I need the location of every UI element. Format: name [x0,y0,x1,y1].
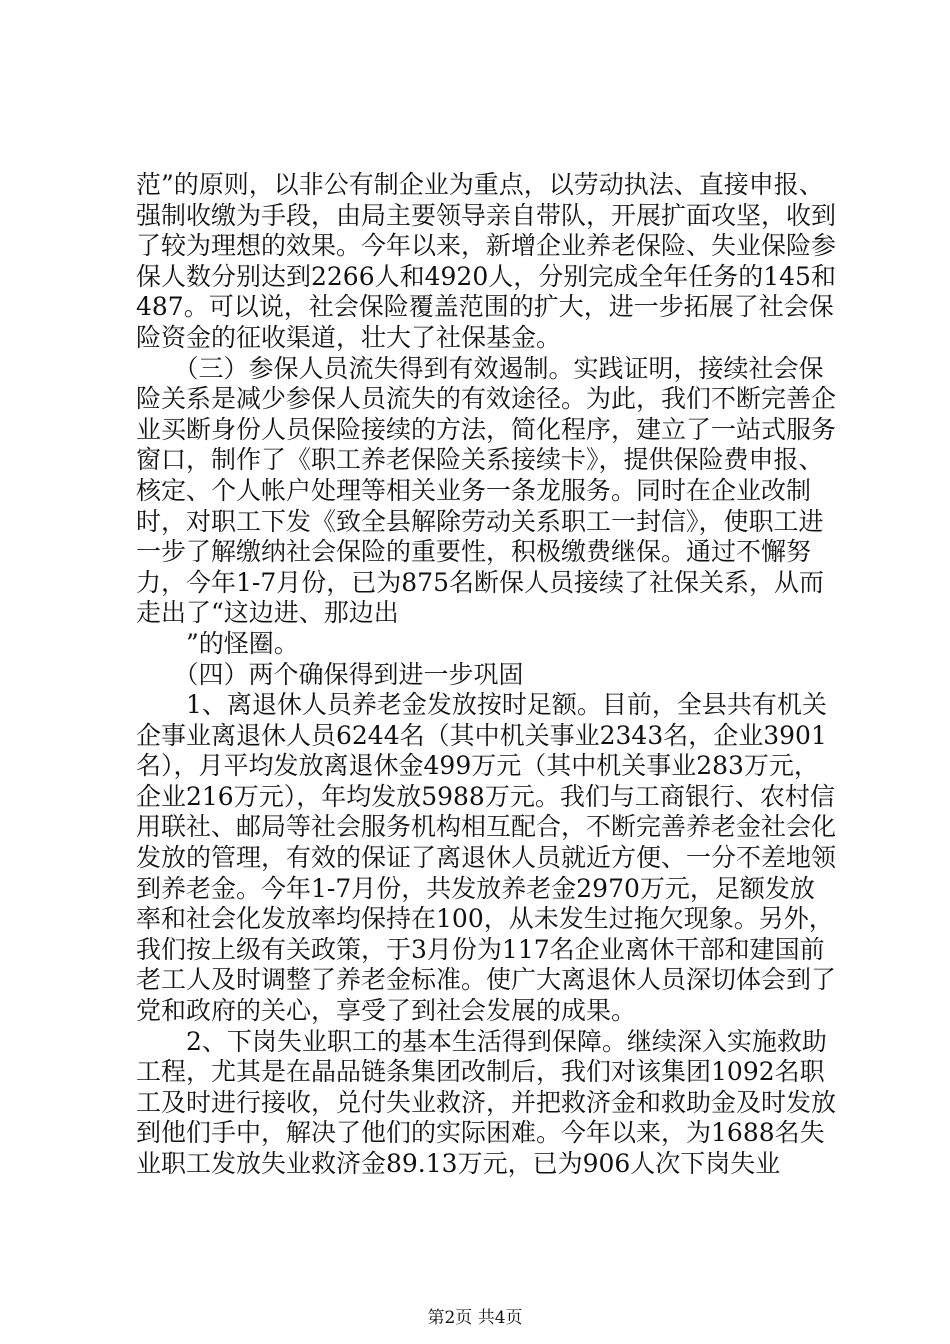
paragraph-2: （三）参保人员流失得到有效遏制。实践证明，接续社会保险关系是减少参保人员流失的有效途径。为此，我们不断完善企业买断身份人员保险接续的方法，简化程序，建立了一站式服务窗口，制作了《职工养老保险关系接续卡》，提供保险费申报、核定、个人帐户处理等相关业务一条龙服务。同时在企业改制时，对职工下发《致全县解除劳动关系职工一封信》，使职工进一步了解缴纳社会保险的重要性，积极缴费继保。通过不懈努力，今年1-7月份，已为875名断保人员接续了社保关系，从而走出了“这边进、那边出 [136,353,837,628]
paragraph-1: 范”的原则，以非公有制企业为重点，以劳动执法、直接申报、强制收缴为手段，由局主要领导亲自带队，开展扩面攻坚，收到了较为理想的效果。今年以来，新增企业养老保险、失业保险参保人数分别达到2266人和4920人，分别完成全年任务的145和487。可以说，社会保险覆盖范围的扩大，进一步拓展了社会保险资金的征收渠道，壮大了社保基金。 [136,170,837,352]
page-number-footer: 第2页 共4页 [427,1308,523,1328]
paragraph-6: 2、下岗失业职工的基本生活得到保障。继续深入实施救助工程，尤其是在晶品链条集团改制后，我们对该集团1092名职工及时进行接收，兑付失业救济，并把救济金和救助金及时发放到他们手中，解决了他们的实际困难。今年以来，为1688名失业职工发放失业救济金89.13万元，已为906人次下岗失业 [136,1026,837,1178]
paragraph-4: （四）两个确保得到进一步巩固 [136,659,524,689]
paragraph-3: ”的怪圈。 [136,628,299,658]
document-body [136,170,836,1180]
paragraph-5: 1、离退休人员养老金发放按时足额。目前，全县共有机关企事业离退休人员6244名（其中机关事业2343名，企业3901名），月平均发放离退休金499万元（其中机关事业283万元，企业216万元），年均发放5988万元。我们与工商银行、农村信用联社、邮局等社会服务机构相互配合，不断完善养老金社会化发放的管理，有效的保证了离退休人员就近方便、一分不差地领到养老金。今年1-7月份，共发放养老金2970万元，足额发放率和社会化发放率均保持在100，从未发生过拖欠现象。另外，我们按上级有关政策，于3月份为117名企业离休干部和建国前老工人及时调整了养老金标准。使广大离退休人员深切体会到了党和政府的关心，享受了到社会发展的成果。 [136,690,837,1026]
